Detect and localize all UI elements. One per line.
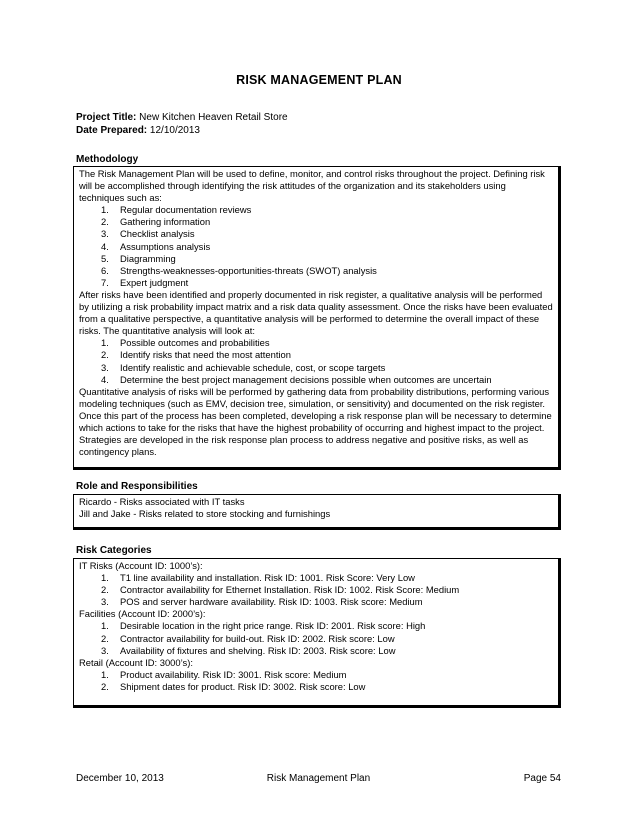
list-item: 1. Possible outcomes and probabilities bbox=[101, 337, 270, 349]
date-prepared-value: 12/10/2013 bbox=[149, 125, 200, 136]
categories-box bbox=[73, 558, 561, 708]
list-item: 5. Diagramming bbox=[101, 252, 176, 264]
list-item: 1. Regular documentation reviews bbox=[101, 204, 252, 216]
category-list bbox=[79, 620, 553, 656]
list-item: 2. Gathering information bbox=[101, 216, 211, 228]
date-prepared-line bbox=[76, 124, 200, 137]
roles-box bbox=[73, 494, 561, 530]
categories-heading: Risk Categories bbox=[76, 545, 152, 556]
role-line: Jill and Jake - Risks related to store stocking and furnishings bbox=[79, 508, 331, 520]
category-label: Retail (Account ID: 3000’s): bbox=[79, 656, 193, 668]
list-item: 2. Contractor availability for build-out. Risk ID: 2002. Risk score: Low bbox=[101, 632, 395, 644]
list-item: 7. Expert judgment bbox=[101, 276, 189, 288]
list-item: 3. Availability of fixtures and shelving. Risk ID: 2003. Risk score: Low bbox=[101, 644, 396, 656]
closing-paragraph: Quantitative analysis of risks will be performed by gathering data from probability distributions, performing various modeling techniques (such as EMV, decision tree, simulation, or sensitivity) and documented on the risk register. Once this part of the process has been completed, developing a risk response plan will be necessary to determine which actions to take for the risks that have the highest probability of occurring and highest impact to the project. Strategies are developed in the risk response plan process to address negative and positive risks, as well as contingency plans. bbox=[79, 385, 552, 458]
list-item: 6. Strengths-weaknesses-opportunities-threats (SWOT) analysis bbox=[101, 264, 377, 276]
list-item: 3. POS and server hardware availability. Risk ID: 1003. Risk score: Medium bbox=[101, 596, 423, 608]
list-item: 3. Identify realistic and achievable schedule, cost, or scope targets bbox=[101, 361, 386, 373]
project-title-value: New Kitchen Heaven Retail Store bbox=[139, 112, 288, 123]
list-item: 2. Identify risks that need the most attention bbox=[101, 349, 291, 361]
list-item: 1. Product availability. Risk ID: 3001. Risk score: Medium bbox=[101, 668, 347, 680]
list-item: 1. Desirable location in the right price range. Risk ID: 2001. Risk score: High bbox=[101, 620, 426, 632]
qualitative-paragraph: After risks have been identified and properly documented in risk register, a qualitative analysis will be performed by utilizing a risk probability impact matrix and a risk data quality assessment. Once the risks have been evaluated from a qualitative perspective, a quantitative analysis will be performed to determine the overall impact of these risks. The quantitative analysis will look at: bbox=[79, 288, 553, 337]
project-title-line bbox=[76, 111, 288, 124]
footer-date: December 10, 2013 bbox=[76, 773, 164, 784]
list-item: 4. Determine the best project management decisions possible when outcomes are uncertain bbox=[101, 373, 492, 385]
list-item: 1. T1 line availability and installation. Risk ID: 1001. Risk Score: Very Low bbox=[101, 572, 415, 584]
list-item: 2. Shipment dates for product. Risk ID: 3002. Risk score: Low bbox=[101, 680, 366, 692]
category-label: IT Risks (Account ID: 1000’s): bbox=[79, 560, 203, 571]
category-list bbox=[79, 572, 553, 608]
quantitative-list bbox=[79, 337, 553, 385]
list-item: 2. Contractor availability for Ethernet Installation. Risk ID: 1002. Risk Score: Medium bbox=[101, 584, 460, 596]
footer-page-number: Page 54 bbox=[523, 773, 561, 784]
roles-heading: Role and Responsibilities bbox=[76, 481, 198, 492]
techniques-list bbox=[79, 204, 553, 289]
date-prepared-label: Date Prepared: bbox=[76, 125, 148, 136]
methodology-box bbox=[73, 166, 561, 470]
list-item: 4. Assumptions analysis bbox=[101, 240, 211, 252]
document-title: RISK MANAGEMENT PLAN bbox=[236, 73, 402, 87]
category-label: Facilities (Account ID: 2000’s): bbox=[79, 608, 206, 620]
list-item: 3. Checklist analysis bbox=[101, 228, 195, 240]
project-title-label: Project Title: bbox=[76, 112, 137, 123]
footer-title: Risk Management Plan bbox=[266, 773, 371, 784]
methodology-intro: The Risk Management Plan will be used to define, monitor, and control risks throughout the project. Defining risk will be accomplished through identifying the risk attitudes of the organization and its stakeholders using techniques such as: bbox=[79, 168, 545, 204]
category-list bbox=[79, 669, 553, 693]
methodology-heading: Methodology bbox=[76, 154, 139, 165]
role-line: Ricardo - Risks associated with IT tasks bbox=[79, 496, 245, 507]
